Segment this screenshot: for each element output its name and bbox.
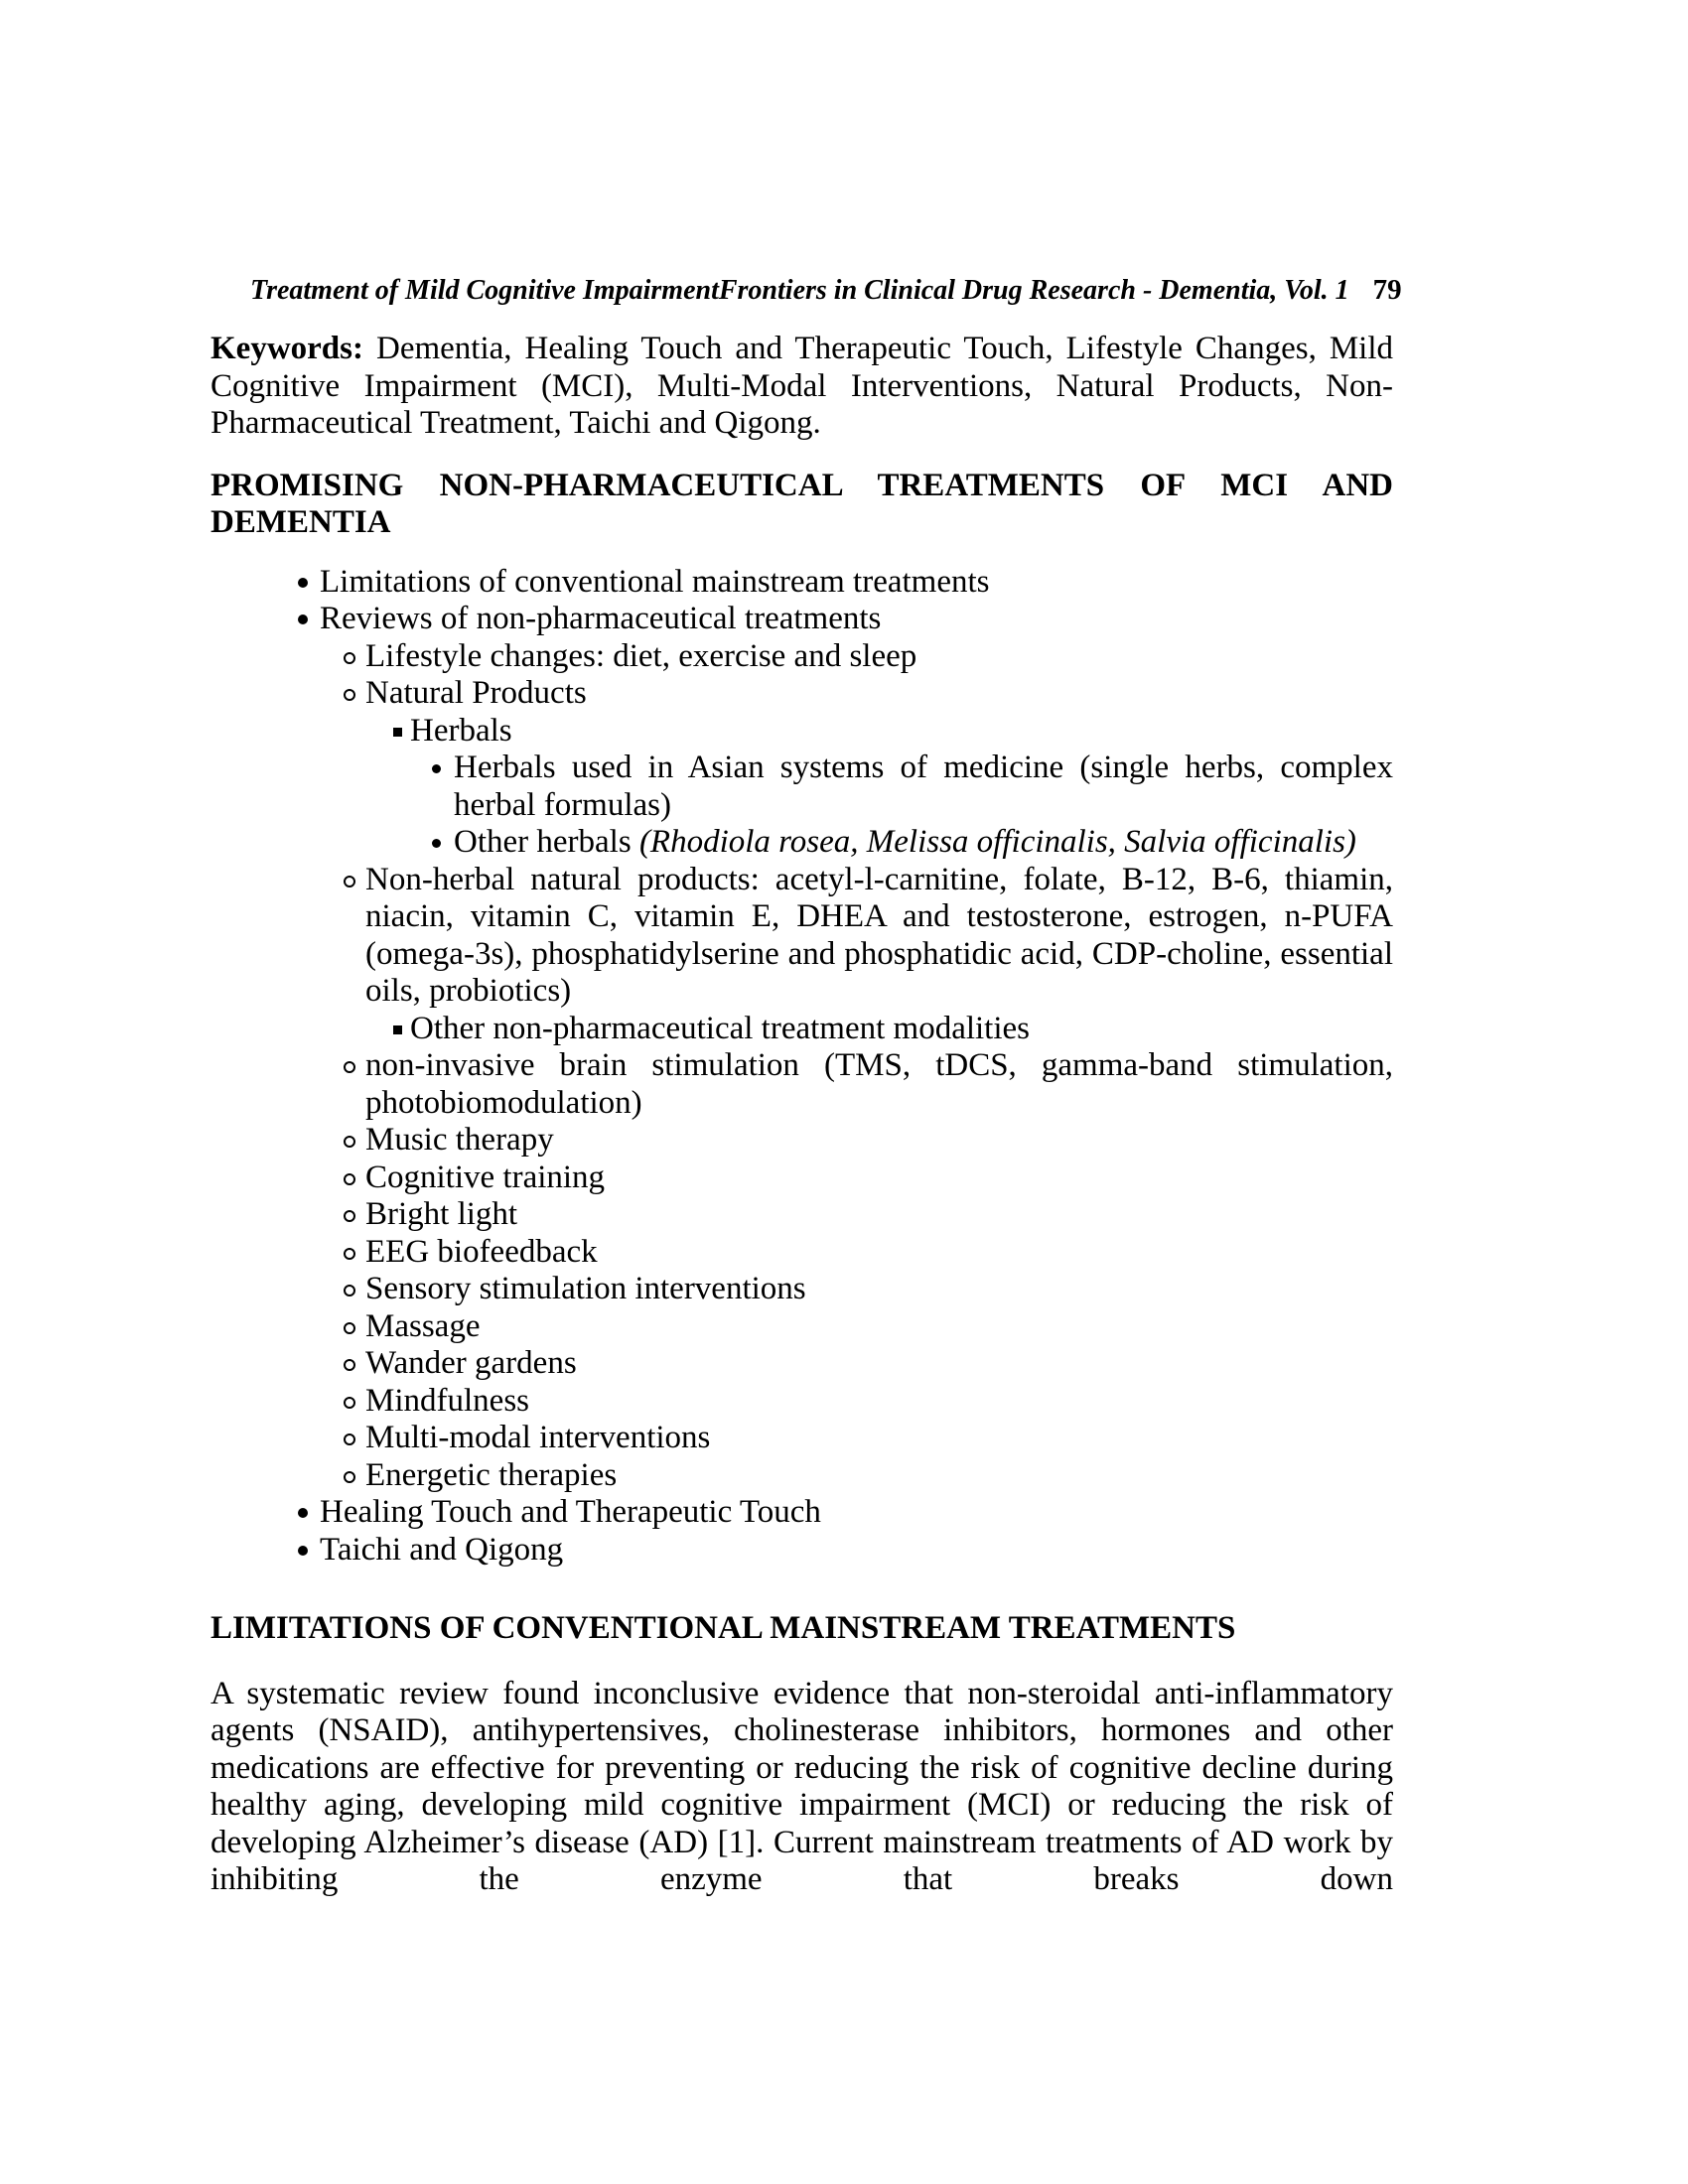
square-bullet-icon — [393, 728, 402, 737]
list-item — [211, 824, 1393, 862]
disc-bullet-icon — [298, 578, 308, 588]
list-item — [211, 1345, 1393, 1383]
list-item — [211, 1196, 1393, 1234]
square-bullet-icon — [393, 1025, 402, 1034]
list-item — [211, 1234, 1393, 1272]
circle-bullet-icon — [344, 876, 355, 887]
circle-bullet-icon — [344, 1210, 355, 1222]
section-heading-limitations: LIMITATIONS OF CONVENTIONAL MAINSTREAM TREATMENTS — [211, 1610, 1236, 1646]
topic-outline-list — [211, 564, 1393, 1570]
circle-bullet-icon — [344, 1433, 355, 1445]
list-item-text: Wander gardens — [365, 1345, 577, 1381]
list-item-text: Herbals used in Asian systems of medicine (single herbs, complex herbal formulas) — [454, 750, 1393, 823]
running-header — [211, 274, 1402, 307]
circle-bullet-icon — [344, 1359, 355, 1371]
list-item-text: Natural Products — [365, 675, 587, 711]
keywords-paragraph — [211, 331, 1393, 443]
section-heading-promising-treatments: PROMISING NON-PHARMACEUTICAL TREATMENTS OF MCI AND DEMENTIA — [211, 467, 1393, 540]
running-header-chapter-title: Treatment of Mild Cognitive Impairment — [250, 275, 719, 306]
list-item — [211, 1494, 1393, 1532]
list-item — [211, 713, 1393, 751]
circle-bullet-icon — [344, 1061, 355, 1073]
keywords-label: Keywords: — [211, 331, 363, 366]
list-item — [211, 1160, 1393, 1197]
list-item — [211, 564, 1393, 602]
list-item — [211, 675, 1393, 713]
list-item-text: Sensory stimulation interventions — [365, 1271, 806, 1306]
disc-bullet-icon — [432, 764, 441, 773]
circle-bullet-icon — [344, 1173, 355, 1185]
disc-bullet-icon — [298, 1546, 308, 1556]
list-item-text: Multi-modal interventions — [365, 1420, 711, 1455]
list-item-text: Taichi and Qigong — [320, 1531, 564, 1568]
running-header-book-title-group — [719, 274, 1402, 307]
list-item-text: Mindfulness — [365, 1382, 529, 1419]
list-item-text: Lifestyle changes: diet, exercise and sleep — [365, 637, 917, 674]
list-item — [211, 601, 1393, 638]
list-item — [211, 1420, 1393, 1457]
list-item-text: non-invasive brain stimulation (TMS, tDCS, gamma-band stimulation, photobiomodulation) — [365, 1047, 1393, 1121]
list-item-text: Bright light — [365, 1196, 518, 1232]
list-item-text: Other non-pharmaceutical treatment modalities — [410, 1010, 1031, 1046]
running-header-book-title: Frontiers in Clinical Drug Research - Dementia, Vol. 1 — [718, 275, 1349, 306]
disc-bullet-icon — [298, 614, 308, 624]
list-item — [211, 1457, 1393, 1495]
page-content — [211, 274, 1402, 1899]
list-item — [211, 1308, 1393, 1346]
list-item-text: Music therapy — [365, 1122, 554, 1158]
list-item — [211, 750, 1393, 824]
list-item-text: Herbals — [410, 712, 512, 749]
list-item-text: Cognitive training — [365, 1159, 606, 1195]
list-item — [211, 1271, 1393, 1308]
circle-bullet-icon — [344, 1248, 355, 1260]
circle-bullet-icon — [344, 1397, 355, 1409]
list-item-text: Energetic therapies — [365, 1456, 618, 1493]
circle-bullet-icon — [344, 1322, 355, 1334]
list-item-text: Other herbals — [454, 824, 639, 860]
list-item-text: EEG biofeedback — [365, 1233, 598, 1270]
list-item-text: Massage — [365, 1307, 481, 1344]
disc-bullet-icon — [298, 1508, 308, 1518]
circle-bullet-icon — [344, 1136, 355, 1148]
list-item — [211, 1047, 1393, 1122]
keywords-text: Dementia, Healing Touch and Therapeutic Touch, Lifestyle Changes, Mild Cognitive Impairment (MCI), Multi-Modal Interventions, Natural Products, Non-Pharmaceutical Treatment, Taichi and Qigong. — [211, 331, 1393, 441]
list-item — [211, 1532, 1393, 1570]
list-item-text: Healing Touch and Therapeutic Touch — [320, 1494, 821, 1530]
circle-bullet-icon — [344, 1285, 355, 1297]
list-item — [211, 1122, 1393, 1160]
page-number: 79 — [1372, 274, 1402, 306]
list-item — [211, 1011, 1393, 1048]
circle-bullet-icon — [344, 1471, 355, 1483]
circle-bullet-icon — [344, 652, 355, 664]
list-item-text: Reviews of non-pharmaceutical treatments — [320, 601, 882, 636]
list-item-text-italic: (Rhodiola rosea, Melissa officinalis, Salvia officinalis) — [638, 824, 1356, 860]
list-item — [211, 862, 1393, 1011]
disc-bullet-icon — [432, 839, 441, 848]
list-item-text: Limitations of conventional mainstream treatments — [320, 563, 990, 600]
list-item — [211, 1383, 1393, 1421]
list-item — [211, 638, 1393, 676]
circle-bullet-icon — [344, 689, 355, 701]
list-item-text: Non-herbal natural products: acetyl-l-carnitine, folate, B-12, B-6, thiamin, niacin, vitamin C, vitamin E, DHEA and testosterone, estrogen, n-PUFA (omega-3s), phosphatidylserine and phosphatidic acid, CDP-choline, essential oils, probiotics) — [365, 861, 1393, 1009]
body-paragraph: A systematic review found inconclusive evidence that non-steroidal anti-inflammatory agents (NSAID), antihypertensives, cholinesterase inhibitors, hormones and other medications are effective for preventing or reducing the risk of cognitive decline during healthy aging, developing mild cognitive impairment (MCI) or reducing the risk of developing Alzheimer’s disease (AD) [1]. Current mainstream treatments of AD work by inhibiting the enzyme that breaks down — [211, 1675, 1393, 1897]
